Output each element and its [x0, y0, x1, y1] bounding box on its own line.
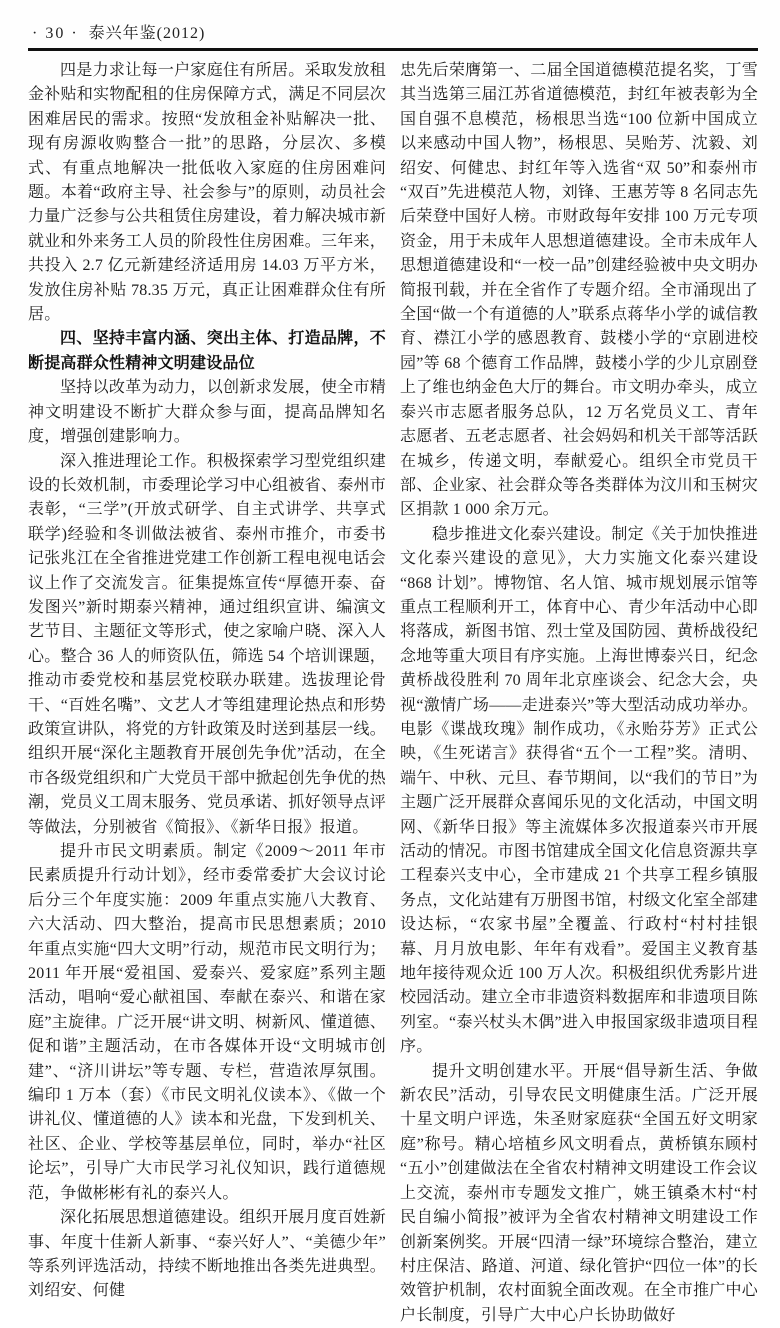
- page-number: · 30 ·: [32, 25, 79, 42]
- paragraph: 稳步推进文化泰兴建设。制定《关于加快推进文化泰兴建设的意见》，大力实施文化泰兴建设“868 计划”。博物馆、名人馆、城市规划展示馆等重点工程顺利开工，体育中心、青少年活动中心即将落成，新图书馆、烈士堂及国防园、黄桥战役纪念地等重大项目有序实施。上海世博泰兴日，纪念黄桥战役胜利 70 周年北京座谈会、纪念大会，央视“激情广场——走进泰兴”等大型活动成功举办。电影《谍战玫瑰》制作成功，《永贻芬芳》正式公映，《生死诺言》获得省“五个一工程”奖。清明、端午、中秋、元旦、春节期间，以“我们的节日”为主题广泛开展群众喜闻乐见的文化活动，中国文明网、《新华日报》等主流媒体多次报道泰兴市开展活动的情况。市图书馆建成全国文化信息资源共享工程泰兴支中心，全市建成 21 个共享工程乡镇服务点，文化站建有万册图书馆，村级文化室全部建设达标，“农家书屋”全覆盖、行政村“村村挂银幕、月月放电影、年年有戏看”。爱国主义教育基地年接待观众近 100 万人次。积极组织优秀影片进校园活动。建立全市非遗资料数据库和非遗项目陈列室。“泰兴杖头木偶”进入申报国家级非遗项目程序。: [400, 525, 758, 1056]
- paragraph: 四是力求让每一户家庭住有所居。采取发放租金补贴和实物配租的住房保障方式，满足不同层次困难居民的需求。按照“发放租金补贴解决一批、现有房源收购整合一批”的思路，分层次、多模式、有重点地解决一批低收入家庭的住房困难问题。本着“政府主导、社会参与”的原则，动员社会力量广泛参与公共租赁住房建设，着力解决城市新就业和外来务工人员的阶段性住房困难。三年来，共投入 2.7 亿元新建经济适用房 14.03 万平方米，发放住房补贴 78.35 万元，真正让困难群众住有所居。: [28, 62, 386, 324]
- paragraph: 提升文明创建水平。开展“倡导新生活、争做新农民”活动，引导农民文明健康生活。广泛开展十星文明户评选，朱圣财家庭获“全国五好文明家庭”称号。精心培植乡风文明看点，黄桥镇东顾村“五小”创建做法在全省农村精神文明建设工作会议上交流，泰州市专题发文推广，姚王镇桑木村“村民自编小简报”被评为全省农村精神文明建设工作创新案例奖。开展“四清一绿”环境综合整治，建立村庄保洁、路道、河道、绿化管护“四位一体”的长效管护机制，农村面貌全面改观。在全市推广中心户长制度，引导广大中心户长协助做好: [400, 1062, 758, 1324]
- text-columns: [28, 59, 758, 1328]
- paragraph: 忠先后荣膺第一、二届全国道德模范提名奖，丁雪其当选第三届江苏省道德模范，封红年被表彰为全国自强不息模范，杨根思当选“100 位新中国成立以来感动中国人物”，杨根思、吴贻芳、沈毅、刘绍安、何健忠、封红年等入选省“双 50”和泰州市“双百”先进模范人物，刘锋、王惠芳等 8 名同志先后荣登中国好人榜。市财政每年安排 100 万元专项资金，用于未成年人思想道德建设。全市未成年人思想道德建设和“一校一品”创建经验被中央文明办简报刊载，并在全省作了专题介绍。全市涌现出了全国“做一个有道德的人”联系点蒋华小学的诚信教育、襟江小学的感恩教育、鼓楼小学的“京剧进校园”等 68 个德育工作品牌，鼓楼小学的少儿京剧登上了维也纳金色大厅的舞台。市文明办牵头，成立泰兴市志愿者服务总队，12 万名党员义工、青年志愿者、五老志愿者、社会妈妈和机关干部等活跃在城乡，传递文明，奉献爱心。组织全市党员干部、企业家、社会群众等各类群体为汶川和玉树灾区捐款 1 000 余万元。: [400, 62, 758, 519]
- paragraph: 深入推进理论工作。积极探索学习型党组织建设的长效机制，市委理论学习中心组被省、泰州市表彰，“三学”(开放式研学、自主式讲学、共享式联学)经验和冬训做法被省、泰州市推介，市委书记张兆江在全省推进党建工作创新工程电视电话会议上作了交流发言。征集提炼宣传“厚德开泰、奋发图兴”新时期泰兴精神，通过组织宣讲、编演文艺节目、主题征文等形式，使之家喻户晓、深入人心。整合 36 人的师资队伍，筛选 54 个培训课题，推动市委党校和基层党校联办联建。选拔理论骨干、“百姓名嘴”、文艺人才等组建理论热点和形势政策宣讲队，将党的方针政策及时送到基层一线。组织开展“深化主题教育开展创先争优”活动，在全市各级党组织和广大党员干部中掀起创先争优的热潮，党员义工周末服务、党员承诺、抓好领导点评等做法，分别被省《简报》、《新华日报》报道。: [28, 452, 386, 836]
- paragraph: 坚持以改革为动力，以创新求发展，使全市精神文明建设不断扩大群众参与面，提高品牌知名度，增强创建影响力。: [28, 379, 386, 446]
- paragraph: 深化拓展思想道德建设。组织开展月度百姓新事、年度十佳新人新事、“泰兴好人”、“美德少年”等系列评选活动，持续不断地推出各类先进典型。刘绍安、何健: [28, 1209, 386, 1300]
- left-column: [28, 59, 386, 1328]
- section-heading: 四、坚持丰富内涵、突出主体、打造品牌，不断提高群众性精神文明建设品位: [28, 330, 386, 372]
- paragraph: 提升市民文明素质。制定《2009～2011 年市民素质提升行动计划》，经市委常委扩大会议讨论后分三个年度实施：2009 年重点实施八大教育、六大活动、四大整治，提高市民思想素质；2010 年重点实施“四大文明”行动，规范市民文明行为；2011 年开展“爱祖国、爱泰兴、爱家庭”系列主题活动，唱响“爱心献祖国、奉献在泰兴、和谐在家庭”主旋律。广泛开展“讲文明、树新风、懂道德、促和谐”主题活动，在市各媒体开设“文明城市创建”、“济川讲坛”等专题、专栏，营造浓厚氛围。编印 1 万本（套）《市民文明礼仪读本》、《做一个讲礼仪、懂道德的人》读本和光盘，下发到机关、社区、企业、学校等基层单位，同时，举办“社区论坛”，引导广大市民学习礼仪知识，践行道德规范，争做彬彬有礼的泰兴人。: [28, 843, 386, 1202]
- header-rule: [28, 48, 758, 51]
- book-title: 泰兴年鉴(2012): [88, 25, 206, 42]
- page-header: [28, 20, 758, 43]
- right-column: [400, 59, 758, 1328]
